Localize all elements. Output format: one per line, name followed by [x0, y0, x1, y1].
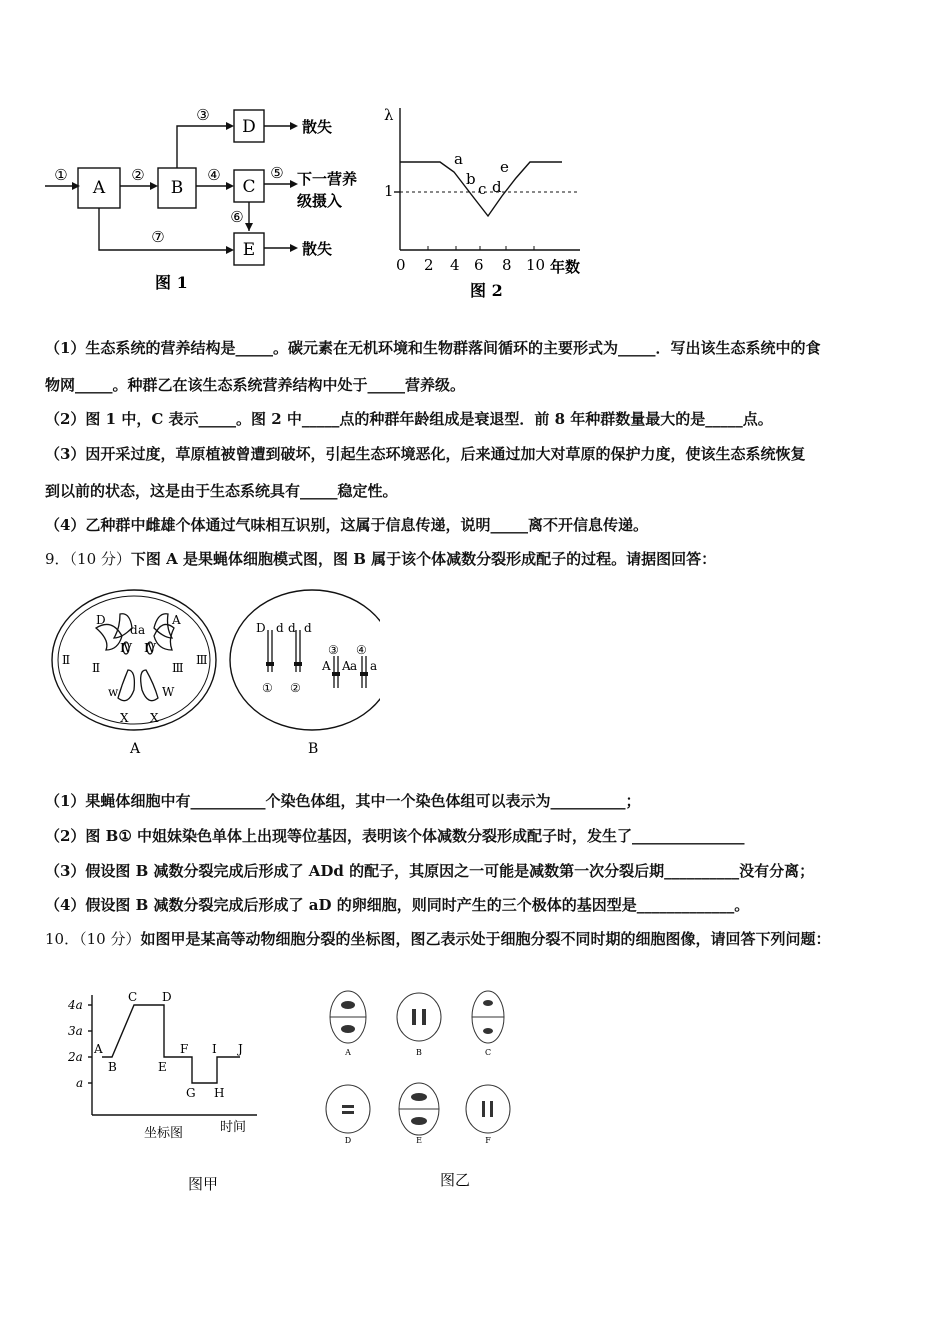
q8-part2: （2）图 1 中，C 表示_____。图 2 中_____点的种群年龄组成是衰退型．前 8 年种群数量最大的是_____点。 [45, 410, 773, 428]
fig-b-label-circ2: ② [290, 681, 301, 695]
figure-jia-coordinate-graph [62, 985, 272, 1200]
fig-a-label-A: A [172, 613, 181, 627]
fig-b-label-A1: A [322, 659, 331, 673]
arrow-label-6: ⑥ [230, 208, 244, 226]
arrow-label-7: ⑦ [151, 228, 165, 246]
fig-a-label-II-left: Ⅱ [62, 653, 71, 667]
fig-a-label-W: W [162, 685, 175, 699]
q9-number: 9．（10 分） [45, 550, 131, 568]
fig-a-label-X-right: X [150, 711, 159, 725]
jia-point-C: C [128, 990, 138, 1004]
fig-b-label-a1: a [350, 659, 358, 673]
jia-point-B: B [108, 1060, 117, 1074]
fig-a-label-X-left: X [120, 711, 129, 725]
jia-point-H: H [214, 1086, 225, 1100]
jia-y-tick-a: a [76, 1076, 84, 1090]
point-d: d [492, 178, 502, 196]
x-tick-6: 6 [474, 256, 484, 274]
jia-inner-caption: 坐标图 [144, 1126, 184, 1141]
q8-part1-line2: 物网_____。种群乙在该生态系统营养结构中处于_____营养级。 [45, 376, 466, 394]
jia-caption: 图甲 [188, 1175, 219, 1193]
q9-part4: （4）假设图 B 减数分裂完成后形成了 aD 的卵细胞，则同时产生的三个极体的基因型是_____________。 [45, 896, 750, 914]
fig-b-label-a2: a [370, 659, 378, 673]
figure-1-caption: 图 1 [155, 273, 188, 292]
arrow-label-5: ⑤ [270, 164, 284, 182]
fig-a-label-III-inner: Ⅲ [172, 661, 184, 675]
next-level-label-2: 级摄入 [297, 192, 343, 210]
fig-a-label-D: D [96, 613, 106, 627]
y-axis-label: λ [384, 106, 394, 124]
arrow-label-3: ③ [196, 106, 210, 124]
jia-y-tick-4a: 4a [68, 998, 83, 1012]
x-tick-10: 10 [526, 256, 546, 274]
q8-part3-line1: （3）因开采过度，草原植被曾遭到破坏，引起生态环境恶化，后来通过加大对草原的保护力度，使该生态系统恢复 [45, 445, 806, 463]
jia-point-F: F [180, 1042, 189, 1056]
yi-cell-D: D [344, 1136, 352, 1145]
fig-b-label-D: D [256, 621, 266, 635]
jia-curve [102, 1005, 240, 1083]
q9-cell-diagrams [50, 588, 380, 763]
jia-point-I: I [212, 1042, 217, 1056]
fig-b-label-d2: d [288, 621, 296, 635]
q10-stem: 如图甲是某高等动物细胞分裂的坐标图，图乙表示处于细胞分裂不同时期的细胞图像，请回答下列问题： [140, 930, 831, 948]
jia-point-D: D [162, 990, 172, 1004]
fig-b-label-circ1: ① [262, 681, 273, 695]
x-axis-label: 年数 [550, 258, 581, 276]
node-e: E [242, 240, 256, 260]
arrow-label-2: ② [131, 166, 145, 184]
q10-title [45, 928, 830, 949]
figure-yi-cell-images [320, 985, 530, 1195]
fig-a-label-IV-right: Ⅳ [144, 641, 156, 655]
next-level-label-1: 下一营养 [297, 170, 358, 188]
node-d: D [242, 117, 256, 137]
fig-a-label-IV-left: Ⅳ [120, 641, 132, 655]
x-tick-4: 4 [450, 256, 460, 274]
q8-part3-line2: 到以前的状态，这是由于生态系统具有_____稳定性。 [45, 482, 398, 500]
point-b: b [466, 170, 476, 188]
fig-a-label-III-right: Ⅲ [196, 653, 208, 667]
y-tick-1: 1 [384, 182, 394, 200]
figure-2-lambda-chart [370, 100, 610, 305]
yi-cell-B: B [416, 1048, 422, 1057]
x-tick-2: 2 [424, 256, 434, 274]
q10-number: 10．（10 分） [45, 930, 141, 948]
fig-b-caption: B [308, 741, 319, 757]
q8-part4: （4）乙种群中雌雄个体通过气味相互识别，这属于信息传递，说明_____离不开信息传递。 [45, 516, 648, 534]
fig-a-label-d: d [130, 623, 138, 637]
arrow-label-4: ④ [207, 166, 221, 184]
fig-a-caption: A [130, 741, 141, 757]
fig-a-label-II-inner: Ⅱ [92, 661, 101, 675]
jia-y-tick-3a: 3a [68, 1024, 83, 1038]
jia-y-tick-2a: 2a [68, 1050, 83, 1064]
point-c: c [478, 180, 487, 198]
jia-point-J: J [238, 1042, 243, 1056]
fig-b-label-circ4: ④ [356, 643, 367, 657]
lost-label-d: 散失 [302, 118, 333, 136]
yi-cell-E: E [416, 1136, 422, 1145]
node-c: C [242, 177, 256, 197]
jia-x-axis-label: 时间 [220, 1120, 247, 1135]
point-e: e [500, 158, 509, 176]
arrow-label-1: ① [54, 166, 68, 184]
node-a: A [92, 178, 106, 198]
x-tick-0: 0 [396, 256, 406, 274]
figure-1-energy-flow [40, 100, 370, 300]
yi-cell-F: F [485, 1136, 491, 1145]
node-b: B [170, 178, 184, 198]
q9-part2: （2）图 B① 中姐妹染色单体上出现等位基因，表明该个体减数分裂形成配子时，发生了_______________ [45, 827, 745, 845]
fig-b-label-A2: A [342, 659, 351, 673]
q9-part3: （3）假设图 B 减数分裂完成后形成了 ADd 的配子，其原因之一可能是减数第一次分裂后期__________没有分离； [45, 862, 815, 880]
fig-b-label-d1: d [276, 621, 284, 635]
yi-cell-A: A [345, 1048, 351, 1057]
figure-2-caption: 图 2 [470, 281, 503, 300]
jia-point-A: A [94, 1042, 103, 1056]
x-tick-8: 8 [502, 256, 512, 274]
yi-cell-C: C [484, 1048, 492, 1057]
fig-b-label-d3: d [304, 621, 312, 635]
q8-part1-line1: （1）生态系统的营养结构是_____。碳元素在无机环境和生物群落间循环的主要形式为_____．写出该生态系统中的食 [45, 339, 821, 357]
yi-caption: 图乙 [440, 1171, 471, 1189]
q9-part1: （1）果蝇体细胞中有__________个染色体组，其中一个染色体组可以表示为__________； [45, 792, 641, 810]
jia-point-E: E [158, 1060, 167, 1074]
fig-a-label-a: a [138, 623, 146, 637]
fig-b-label-circ3: ③ [328, 643, 339, 657]
q9-title [45, 548, 716, 569]
q9-stem: 下图 A 是果蝇体细胞模式图，图 B 属于该个体减数分裂形成配子的过程。请据图回答： [130, 550, 717, 568]
jia-point-G: G [186, 1086, 196, 1100]
point-a: a [454, 150, 463, 168]
fig-a-label-w: w [108, 685, 119, 699]
lost-label-e: 散失 [302, 240, 333, 258]
